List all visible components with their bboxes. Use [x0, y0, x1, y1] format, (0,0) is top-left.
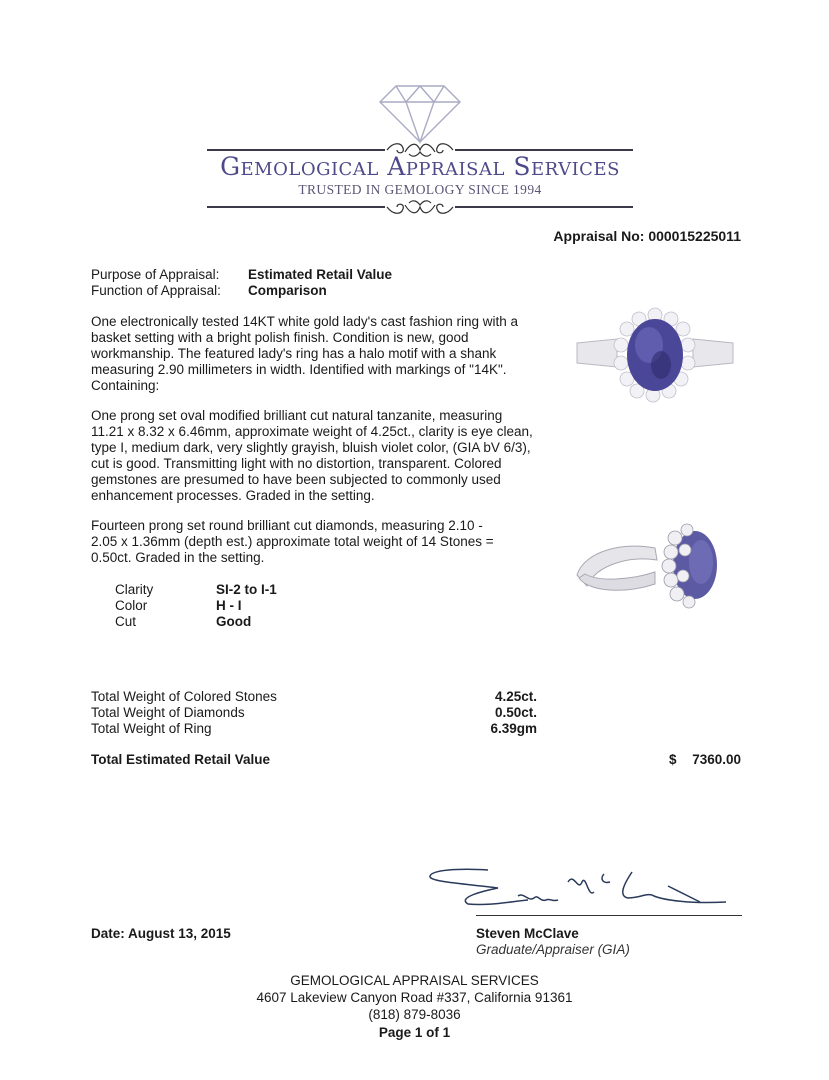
grade-label: Clarity [115, 582, 154, 597]
header-rule [207, 206, 385, 208]
ring-side-view-image [575, 520, 740, 610]
appraisal-date: Date: August 13, 2015 [91, 926, 231, 941]
grade-row [115, 614, 415, 630]
purpose-row [91, 267, 541, 283]
header-rule [455, 149, 633, 151]
retail-value-currency: $ [669, 752, 677, 767]
grade-row [115, 582, 415, 598]
ring-description: One electronically tested 14KT white gold lady's cast fashion ring with a basket setting with a bright polish finish. Condition is new, good workmanship. The featured lady's ring has a halo motif with a shank measuring 2.90 millimeters in width. Identified with markings of "14K". Containing: [91, 314, 519, 393]
grade-label: Cut [115, 614, 137, 629]
total-value: 6.39gm [490, 721, 537, 736]
footer-address: 4607 Lakeview Canyon Road #337, California 91361 [256, 990, 573, 1005]
footer-company: GEMOLOGICAL APPRAISAL SERVICES [290, 973, 539, 988]
diamonds-description: Fourteen prong set round brilliant cut diamonds, measuring 2.10 - 2.05 x 1.36mm (depth est.) approximate total weight of 14 Stones = 0.50ct. Graded in the setting. [91, 518, 494, 565]
purpose-value: Estimated Retail Value [248, 267, 393, 282]
company-name: Gemological Appraisal Services [220, 152, 620, 181]
appraisal-number: Appraisal No: 000015225011 [553, 228, 741, 244]
grade-value: Good [216, 614, 252, 629]
diamond-icon [378, 84, 462, 144]
grade-label: Color [115, 598, 148, 613]
company-tagline: TRUSTED IN GEMOLOGY SINCE 1994 [298, 182, 542, 197]
diamond-grades [115, 582, 415, 630]
scroll-ornament-icon [385, 197, 455, 217]
total-value: 4.25ct. [494, 689, 537, 704]
total-label: Total Weight of Diamonds [91, 705, 245, 720]
purpose-label: Purpose of Appraisal: [91, 267, 220, 282]
signature-image [428, 862, 728, 912]
ring-top-view-image [575, 305, 735, 405]
total-row [91, 721, 741, 737]
grade-row [115, 598, 415, 614]
weight-totals [91, 689, 741, 737]
footer-phone: (818) 879-8036 [368, 1007, 461, 1022]
header-rule [207, 149, 385, 151]
function-row [91, 283, 541, 299]
total-row [91, 689, 741, 705]
function-label: Function of Appraisal: [91, 283, 221, 298]
total-row [91, 705, 741, 721]
signer-name: Steven McClave [476, 926, 579, 941]
retail-value-row [91, 752, 741, 767]
total-label: Total Weight of Colored Stones [91, 689, 277, 704]
grade-value: SI-2 to I-1 [216, 582, 277, 597]
header-rule [455, 206, 633, 208]
total-label: Total Weight of Ring [91, 721, 212, 736]
signer-title: Graduate/Appraiser (GIA) [476, 942, 630, 957]
page-number: Page 1 of 1 [378, 1025, 451, 1040]
function-value: Comparison [248, 283, 327, 298]
signature-line [476, 915, 742, 916]
retail-value-label: Total Estimated Retail Value [91, 752, 271, 767]
center-stone-description: One prong set oval modified brilliant cut natural tanzanite, measuring 11.21 x 8.32 x 6.46mm, approximate weight of 4.25ct., clarity is eye clean, type I, medium dark, very slightly grayish, bluish violet color, (GIA bV 6/3), cut is good. Transmitting light with no distortion, transparent. Colored gemstones are presumed to have been subjected to commonly used enhancement processes. Graded in the setting. [91, 408, 533, 503]
retail-value-amount: 7360.00 [692, 752, 741, 767]
total-value: 0.50ct. [494, 705, 537, 720]
grade-value: H - I [216, 598, 242, 613]
